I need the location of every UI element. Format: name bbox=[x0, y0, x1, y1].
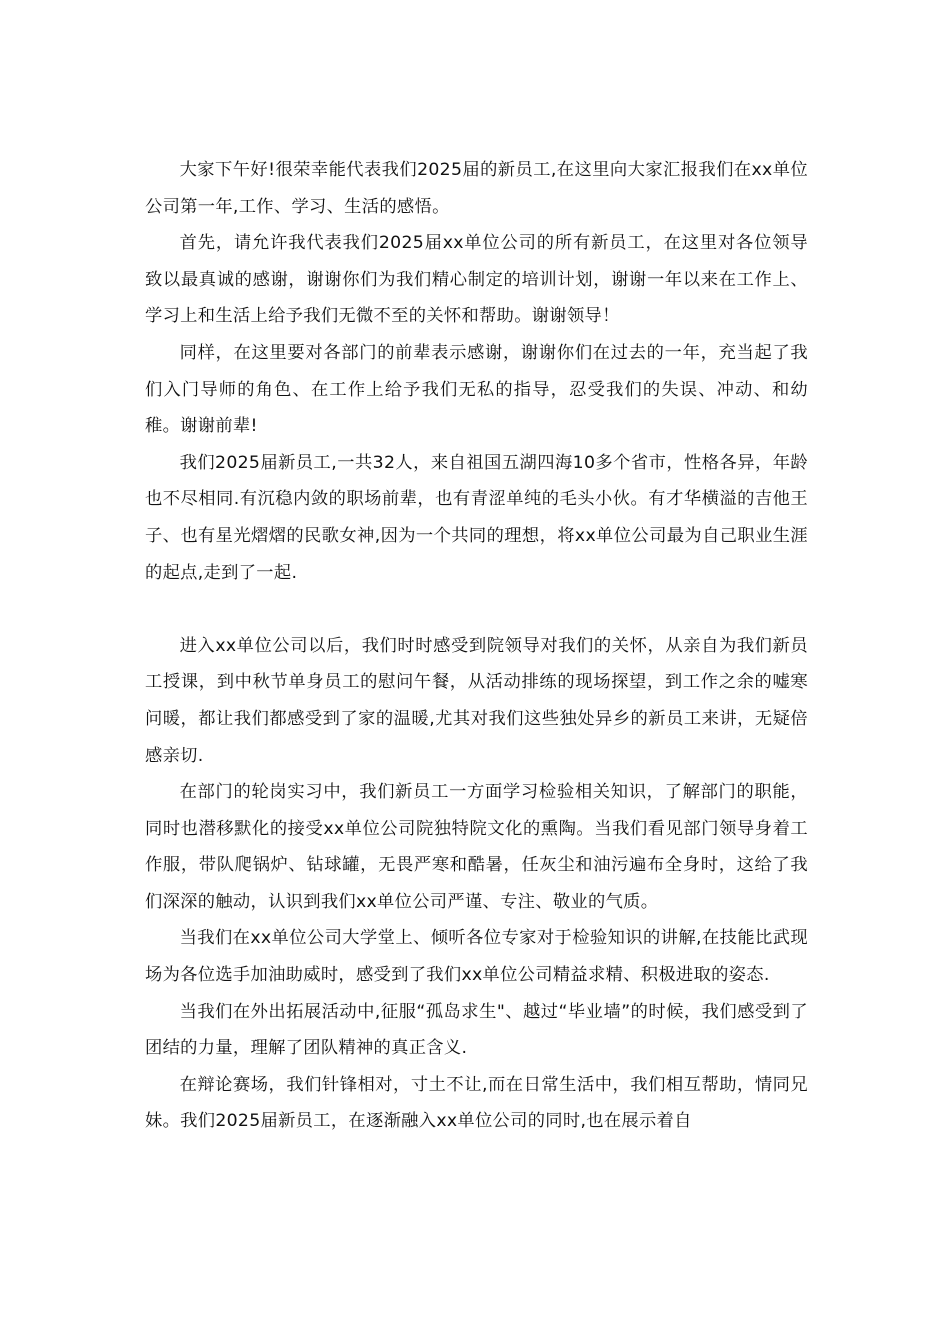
paragraph-new-staff-intro: 我们2025届新员工,一共32人，来自祖国五湖四海10多个省市，性格各异，年龄也不尽相同.有沉稳内敛的职场前辈，也有青涩单纯的毛头小伙。有才华横溢的吉他王子、也有星光熠熠的民歌女神,因为一个共同的理想，将xx单位公司最为自己职业生涯的起点,走到了一起. bbox=[145, 452, 808, 583]
paragraph-thanks-leaders: 首先，请允许我代表我们2025届xx单位公司的所有新员工，在这里对各位领导致以最真诚的感谢，谢谢你们为我们精心制定的培训计划，谢谢一年以来在工作上、学习上和生活上给予我们无微不至的关怀和帮助。谢谢领导！ bbox=[145, 233, 808, 327]
paragraph-rotation-internship: 在部门的轮岗实习中，我们新员工一方面学习检验相关知识，了解部门的职能，同时也潜移默化的接受xx单位公司院独特院文化的熏陶。当我们看见部门领导身着工作服，带队爬锅炉、钻球罐，无畏严寒和酷暑，任灰尘和油污遍布全身时，这给了我们深深的触动，认识到我们xx单位公司严谨、专注、敬业的气质。 bbox=[145, 782, 808, 912]
paragraph-greeting: 大家下午好!很荣幸能代表我们2025届的新员工,在这里向大家汇报我们在xx单位公司第一年,工作、学习、生活的感悟。 bbox=[145, 160, 808, 217]
paragraph-debate: 在辩论赛场，我们针锋相对，寸土不让,而在日常生活中，我们相互帮助，情同兄妹。我们2025届新员工，在逐渐融入xx单位公司的同时,也在展示着自 bbox=[145, 1074, 808, 1132]
paragraph-leadership-care: 进入xx单位公司以后，我们时时感受到院领导对我们的关怀，从亲自为我们新员工授课，到中秋节单身员工的慰问午餐，从活动排练的现场探望，到工作之余的嘘寒问暖，都让我们都感受到了家的温暖,尤其对我们这些独处异乡的新员工来讲，无疑倍感亲切. bbox=[145, 635, 808, 766]
paragraph-spacer bbox=[145, 591, 808, 628]
paragraph-lecture-hall: 当我们在xx单位公司大学堂上、倾听各位专家对于检验知识的讲解,在技能比武现场为各位选手加油助威时，感受到了我们xx单位公司精益求精、积极进取的姿态. bbox=[145, 928, 808, 986]
paragraph-outdoor-training: 当我们在外出拓展活动中,征服“孤岛求生"、越过“毕业墙”的时候，我们感受到了团结的力量，理解了团队精神的真正含义. bbox=[145, 1001, 808, 1059]
document-body bbox=[145, 152, 808, 1140]
paragraph-thanks-seniors: 同样，在这里要对各部门的前辈表示感谢，谢谢你们在过去的一年，充当起了我们入门导师的角色、在工作上给予我们无私的指导，忍受我们的失误、冲动、和幼稚。谢谢前辈! bbox=[145, 342, 808, 437]
